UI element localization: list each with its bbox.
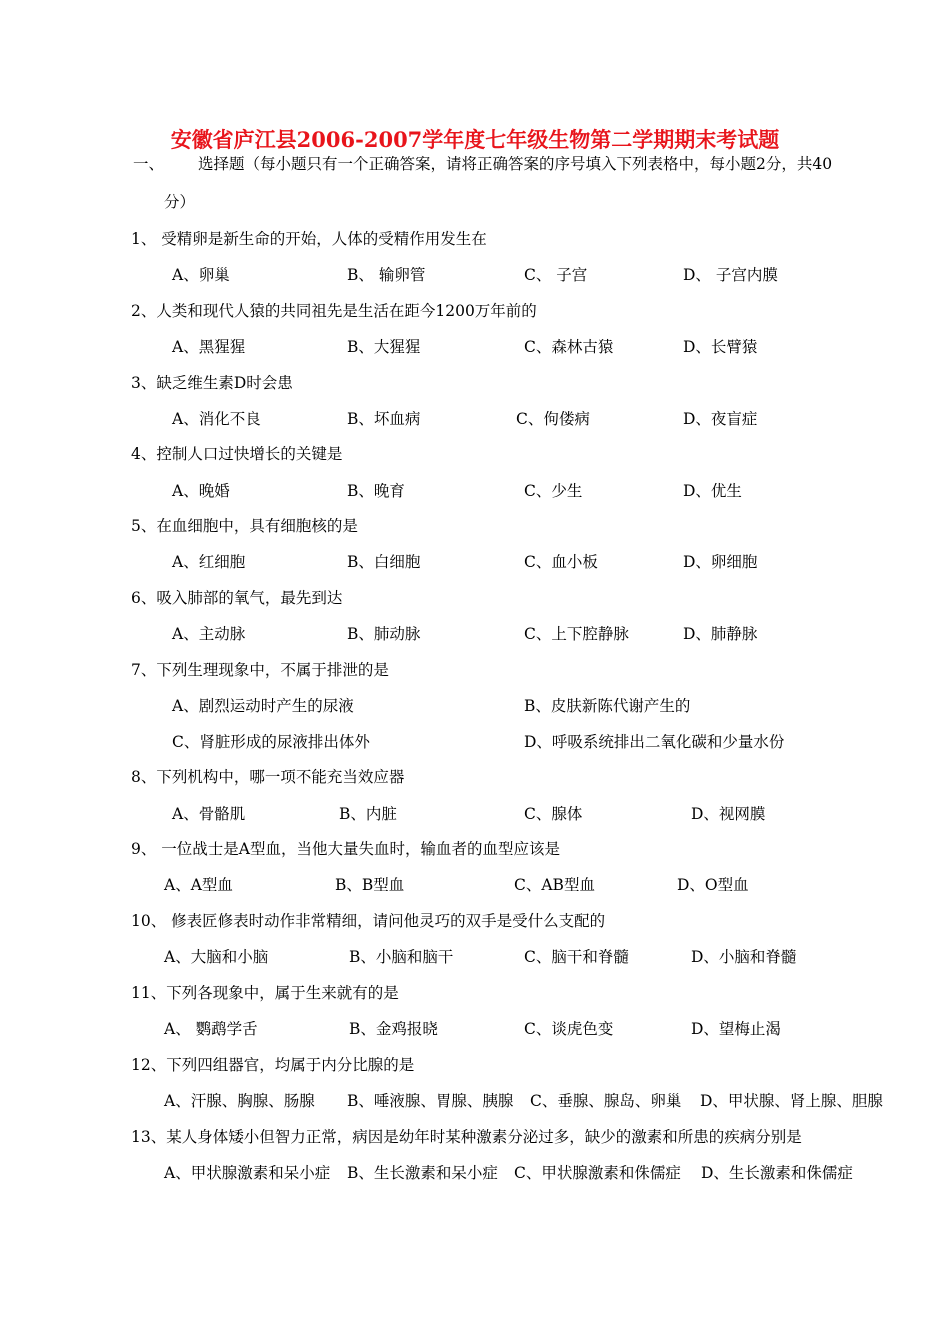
option-d: D、长臂猿 (683, 338, 758, 356)
option-b: B、坏血病 (347, 410, 421, 428)
question-stem: 2、人类和现代人猿的共同祖先是生活在距今1200万年前的 (131, 302, 537, 320)
option-d: D、呼吸系统排出二氧化碳和少量水份 (524, 733, 785, 751)
option-b: B、白细胞 (347, 553, 421, 571)
section-heading: 选择题（每小题只有一个正确答案，请将正确答案的序号填入下列表格中，每小题2分，共40 (198, 155, 833, 173)
option-b: B、肺动脉 (347, 625, 421, 643)
option-c: C、 子宫 (524, 266, 588, 284)
option-c: C、AB型血 (514, 876, 595, 894)
option-b: B、皮肤新陈代谢产生的 (524, 697, 691, 715)
option-a: A、剧烈运动时产生的尿液 (172, 697, 354, 715)
option-c: C、谈虎色变 (524, 1020, 614, 1038)
option-d: D、优生 (683, 482, 742, 500)
question-stem: 3、缺乏维生素D时会患 (131, 374, 293, 392)
option-a: A、甲状腺激素和呆小症 (164, 1164, 331, 1182)
section-number: 一、 (133, 155, 165, 173)
option-d: D、 子宫内膜 (683, 266, 778, 284)
question-stem: 6、吸入肺部的氧气，最先到达 (131, 589, 343, 607)
option-b: B、唾液腺、胃腺、胰腺 (347, 1092, 514, 1110)
option-c: C、垂腺、腺岛、卵巢 (530, 1092, 682, 1110)
option-d: D、卵细胞 (683, 553, 758, 571)
option-c: C、脑干和脊髓 (524, 948, 629, 966)
question-stem: 9、 一位战士是A型血，当他大量失血时，输血者的血型应该是 (131, 840, 560, 858)
option-b: B、生长激素和呆小症 (347, 1164, 498, 1182)
question-stem: 1、 受精卵是新生命的开始，人体的受精作用发生在 (131, 230, 487, 248)
question-stem: 13、某人身体矮小但智力正常，病因是幼年时某种激素分泌过多，缺少的激素和所患的疾病分别是 (131, 1128, 802, 1146)
option-c: C、腺体 (524, 805, 583, 823)
option-b: B、小脑和脑干 (349, 948, 454, 966)
option-a: A、晚婚 (172, 482, 230, 500)
option-d: D、生长激素和侏儒症 (701, 1164, 853, 1182)
question-stem: 10、 修表匠修表时动作非常精细，请问他灵巧的双手是受什么支配的 (131, 912, 606, 930)
option-a: A、 鹦鹉学舌 (164, 1020, 258, 1038)
option-a: A、大脑和小脑 (164, 948, 269, 966)
option-d: D、小脑和脊髓 (691, 948, 797, 966)
document-title: 安徽省庐江县2006-2007学年度七年级生物第二学期期末考试题 (170, 127, 780, 152)
question-stem: 12、下列四组器官，均属于内分比腺的是 (131, 1056, 415, 1074)
option-c: C、上下腔静脉 (524, 625, 629, 643)
option-b: B、内脏 (339, 805, 397, 823)
question-stem: 5、在血细胞中，具有细胞核的是 (131, 517, 358, 535)
option-a: A、卵巢 (172, 266, 230, 284)
option-c: C、肾脏形成的尿液排出体外 (172, 733, 370, 751)
option-b: B、B型血 (335, 876, 405, 894)
question-stem: 11、下列各现象中，属于生来就有的是 (131, 984, 399, 1002)
option-c: C、甲状腺激素和侏儒症 (514, 1164, 681, 1182)
option-a: A、主动脉 (172, 625, 246, 643)
option-c: C、森林古猿 (524, 338, 614, 356)
option-a: A、汗腺、胸腺、肠腺 (164, 1092, 315, 1110)
question-stem: 4、控制人口过快增长的关键是 (131, 445, 343, 463)
option-a: A、骨骼肌 (172, 805, 246, 823)
option-d: D、甲状腺、肾上腺、胆腺 (700, 1092, 883, 1110)
option-a: A、红细胞 (172, 553, 246, 571)
option-c: C、佝偻病 (516, 410, 590, 428)
option-b: B、晚育 (347, 482, 405, 500)
option-d: D、夜盲症 (683, 410, 758, 428)
question-stem: 7、下列生理现象中，不属于排泄的是 (131, 661, 389, 679)
option-d: D、O型血 (677, 876, 749, 894)
option-a: A、A型血 (164, 876, 233, 894)
option-d: D、肺静脉 (683, 625, 758, 643)
option-c: C、少生 (524, 482, 583, 500)
option-b: B、金鸡报晓 (349, 1020, 438, 1038)
option-a: A、黑猩猩 (172, 338, 246, 356)
question-stem: 8、下列机构中，哪一项不能充当效应器 (131, 768, 405, 786)
option-b: B、 输卵管 (347, 266, 426, 284)
option-d: D、视网膜 (691, 805, 766, 823)
section-heading-continuation: 分） (164, 193, 196, 211)
option-d: D、望梅止渴 (691, 1020, 781, 1038)
option-a: A、消化不良 (172, 410, 261, 428)
option-c: C、血小板 (524, 553, 598, 571)
option-b: B、大猩猩 (347, 338, 421, 356)
